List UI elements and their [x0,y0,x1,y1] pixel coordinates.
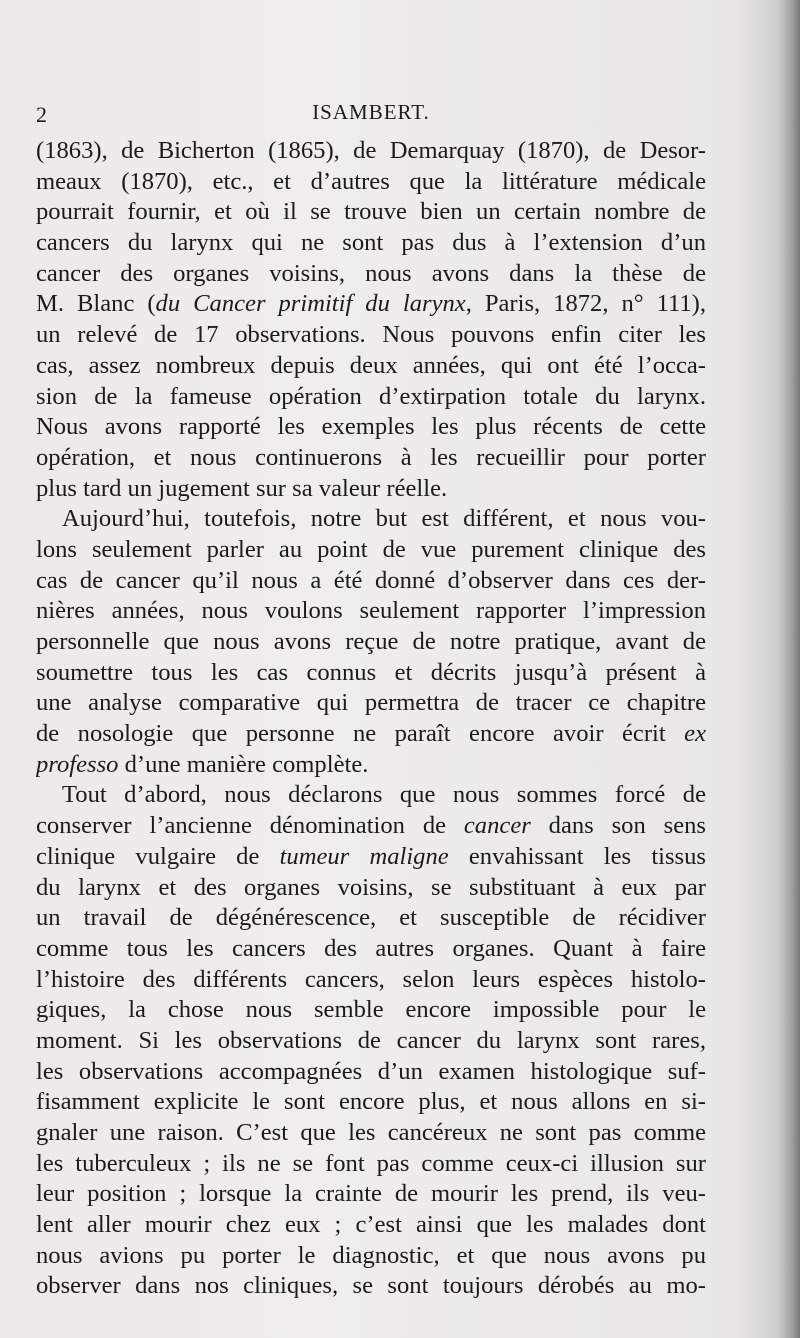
page-header [36,100,706,130]
running-head: ISAMBERT. [312,100,430,124]
text-line: (1863), de Bicherton (1865), de Demarquay (1870), de Desor- [36,137,706,164]
text-line: lons seulement parler au point de vue purement clinique des [36,535,706,563]
text-line: opération, et nous continuerons à les recueillir pour porter [36,443,706,471]
text-line: Nous avons rapporté les exemples les plus récents de cette [36,413,706,441]
text-line: gnaler une raison. C’est que les cancéreux ne sont pas comme [36,1119,706,1146]
text-line: une analyse comparative qui permettra de tracer ce chapitre [36,689,706,717]
text-line: moment. Si les observations de cancer du larynx sont rares, [36,1026,706,1054]
text-line: cas de cancer qu’il nous a été donné d’observer dans ces der- [36,566,706,594]
page-number: 2 [36,102,47,127]
text-line: de nosologie que personne ne paraît encore avoir écrit ex [36,720,706,748]
text-line: Aujourd’hui, toutefois, notre but est différent, et nous vou- [62,505,706,533]
text-line: plus tard un jugement sur sa valeur réelle. [36,474,448,502]
text-line: M. Blanc (du Cancer primitif du larynx, Paris, 1872, n° 111), [36,290,706,318]
text-line: nières années, nous voulons seulement rapporter l’impression [36,597,706,625]
text-line: les observations accompagnées d’un examen histologique suf- [36,1057,706,1085]
text-line: un relevé de 17 observations. Nous pouvons enfin citer les [36,321,706,349]
text-line: leur position ; lorsque la crainte de mourir les prend, ils veu- [36,1180,706,1208]
text-line: un travail de dégénérescence, et susceptible de récidiver [36,904,706,932]
text-line: conserver l’ancienne dénomination de cancer dans son sens [36,812,706,840]
text-line: nous avions pu porter le diagnostic, et que nous avons pu [36,1241,706,1269]
text-line: soumettre tous les cas connus et décrits jusqu’à présent à [36,658,706,686]
text-line: lent aller mourir chez eux ; c’est ainsi que les malades dont [36,1211,706,1239]
text-line: l’histoire des différents cancers, selon leurs espèces histolo- [36,965,706,993]
text-line: comme tous les cancers des autres organes. Quant à faire [36,934,706,962]
text-line: clinique vulgaire de tumeur maligne envahissant les tissus [36,842,706,870]
text-line: cancers du larynx qui ne sont pas dus à l’extension d’un [36,229,706,257]
text-line: sion de la fameuse opération d’extirpation totale du larynx. [36,382,706,410]
text-line: personnelle que nous avons reçue de notre pratique, avant de [36,628,706,655]
text-line: cas, assez nombreux depuis deux années, qui ont été l’occa- [36,351,706,379]
text-line: observer dans nos cliniques, se sont toujours dérobés au mo- [36,1272,706,1300]
text-line: pourrait fournir, et où il se trouve bien un certain nombre de [36,198,706,226]
text-line: les tuberculeux ; ils ne se font pas comme ceux-ci illusion sur [36,1149,706,1177]
text-line: meaux (1870), etc., et d’autres que la littérature médicale [36,167,706,195]
page-edge-shadow [778,0,800,1338]
text-line: fisamment explicite le sont encore plus, et nous allons en si- [36,1088,706,1116]
text-line: cancer des organes voisins, nous avons dans la thèse de [36,259,706,287]
body-text [36,136,706,1302]
text-line: professo d’une manière complète. [36,750,369,778]
text-line: du larynx et des organes voisins, se substituant à eux par [36,873,706,901]
text-line: giques, la chose nous semble encore impossible pour le [36,996,706,1024]
text-line: Tout d’abord, nous déclarons que nous sommes forcé de [62,781,706,809]
